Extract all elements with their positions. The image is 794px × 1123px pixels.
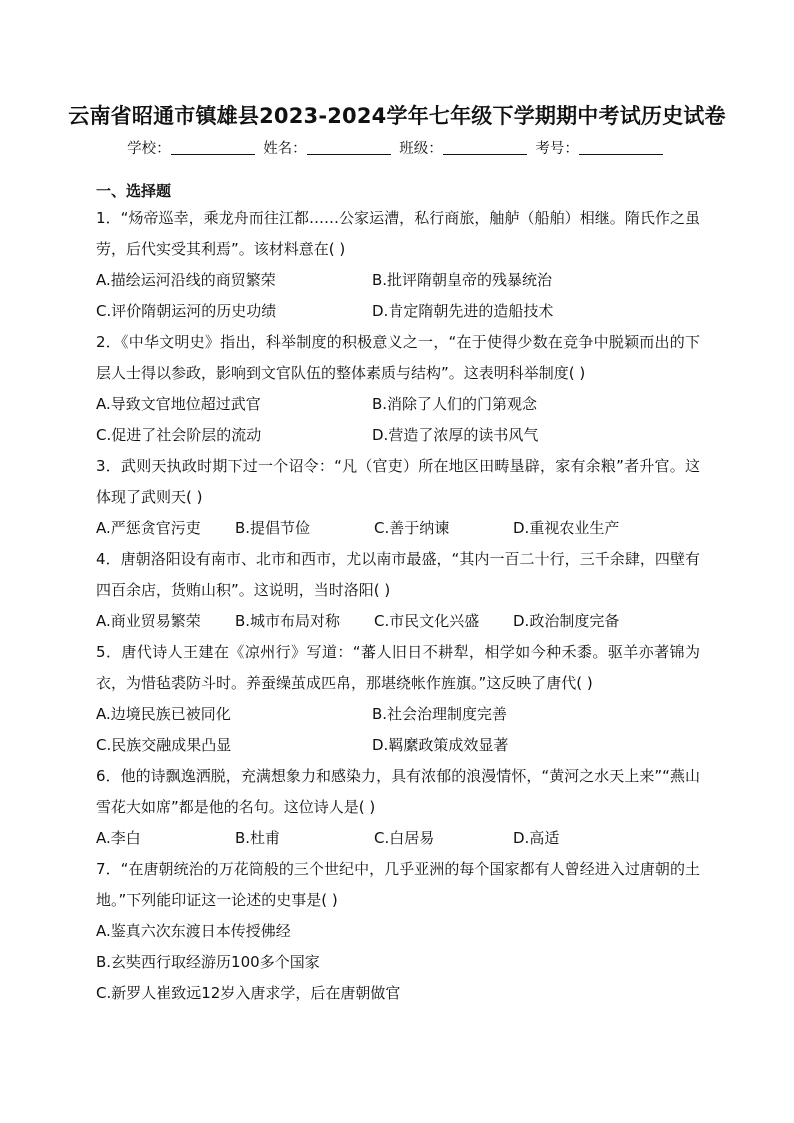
options-row	[96, 823, 700, 854]
option-d[interactable]: D.营造了浓厚的读书风气	[372, 426, 539, 444]
question-5	[96, 637, 700, 761]
options-row	[96, 420, 700, 451]
option-d[interactable]: D.政治制度完备	[513, 612, 620, 630]
question-stem: 3．武则天执政时期下过一个诏令：“凡（官吏）所在地区田畴垦辟，家有余粮”者升官。这体现了武则天( )	[96, 457, 700, 506]
student-info-line	[0, 137, 794, 158]
option-c[interactable]: C.善于纳谏	[374, 519, 450, 537]
option-c[interactable]: C.评价隋朝运河的历史功绩	[96, 302, 277, 320]
option-b[interactable]: B.批评隋朝皇帝的残暴统治	[372, 271, 553, 289]
option-a[interactable]: A.导致文官地位超过武官	[96, 395, 261, 413]
question-stem: 4．唐朝洛阳设有南市、北市和西市，尤以南市最盛，“其内一百二十行，三千余肆，四壁有四百余店，货贿山积”。这说明，当时洛阳( )	[96, 550, 700, 599]
option-a[interactable]: A.鉴真六次东渡日本传授佛经	[96, 922, 291, 940]
question-stem: 6．他的诗飘逸洒脱，充满想象力和感染力，具有浓郁的浪漫情怀，“黄河之水天上来”“燕山雪花大如席”都是他的名句。这位诗人是( )	[96, 767, 700, 816]
number-blank[interactable]	[579, 140, 663, 155]
class-label: 班级：	[399, 141, 443, 157]
class-blank[interactable]	[443, 140, 527, 155]
option-d[interactable]: D.重视农业生产	[513, 519, 620, 537]
question-2	[96, 327, 700, 451]
section-title: 一、选择题	[96, 182, 172, 200]
option-a[interactable]: A.严惩贪官污吏	[96, 519, 201, 537]
option-a[interactable]: A.商业贸易繁荣	[96, 612, 201, 630]
question-stem: 5．唐代诗人王建在《凉州行》写道：“蕃人旧日不耕犁，相学如今种禾黍。驱羊亦著锦为衣，为惜毡裘防斗时。养蚕缲茧成匹帛，那堪绕帐作旌旗。”这反映了唐代( )	[96, 643, 700, 692]
name-label: 姓名：	[263, 141, 307, 157]
option-c[interactable]: C.市民文化兴盛	[374, 612, 480, 630]
options-row	[96, 265, 700, 296]
option-a[interactable]: A.边境民族已被同化	[96, 705, 231, 723]
options-row	[96, 730, 700, 761]
option-b[interactable]: B.城市布局对称	[235, 612, 341, 630]
name-blank[interactable]	[307, 140, 391, 155]
options-row	[96, 389, 700, 420]
options-row	[96, 513, 700, 544]
option-b[interactable]: B.社会治理制度完善	[372, 705, 508, 723]
exam-title: 云南省昭通市镇雄县2023-2024学年七年级下学期期中考试历史试卷	[68, 104, 726, 128]
option-d[interactable]: D.肯定隋朝先进的造船技术	[372, 302, 554, 320]
option-c[interactable]: C.促进了社会阶层的流动	[96, 426, 262, 444]
question-1	[96, 203, 700, 327]
question-3	[96, 451, 700, 544]
option-b[interactable]: B.提倡节俭	[235, 519, 311, 537]
option-b[interactable]: B.玄奘西行取经游历100多个国家	[96, 953, 320, 971]
options-row	[96, 699, 700, 730]
option-c[interactable]: C.新罗人崔致远12岁入唐求学，后在唐朝做官	[96, 984, 401, 1002]
questions-list	[96, 203, 700, 1009]
option-c[interactable]: C.民族交融成果凸显	[96, 736, 232, 754]
question-stem: 7．“在唐朝统治的万花筒般的三个世纪中，几乎亚洲的每个国家都有人曾经进入过唐朝的土地。”下列能印证这一论述的史事是( )	[96, 860, 700, 909]
options-row	[96, 296, 700, 327]
question-4	[96, 544, 700, 637]
option-a[interactable]: A.李白	[96, 829, 141, 847]
question-stem: 1．“炀帝巡幸，乘龙舟而往江都……公家运漕，私行商旅，舳舻（船舶）相继。隋氏作之虽劳，后代实受其利焉”。该材料意在( )	[96, 209, 700, 258]
option-b[interactable]: B.杜甫	[235, 829, 281, 847]
option-b[interactable]: B.消除了人们的门第观念	[372, 395, 538, 413]
question-6	[96, 761, 700, 854]
option-c[interactable]: C.白居易	[374, 829, 435, 847]
school-blank[interactable]	[171, 140, 255, 155]
option-a[interactable]: A.描绘运河沿线的商贸繁荣	[96, 271, 276, 289]
question-stem: 2．《中华文明史》指出，科举制度的积极意义之一，“在于使得少数在竞争中脱颖而出的下层人士得以参政，影响到文官队伍的整体素质与结构”。这表明科举制度( )	[96, 333, 700, 382]
school-label: 学校：	[127, 141, 171, 157]
number-label: 考号：	[535, 141, 579, 157]
option-d[interactable]: D.羁縻政策成效显著	[372, 736, 509, 754]
options-row	[96, 606, 700, 637]
option-d[interactable]: D.高适	[513, 829, 560, 847]
question-7	[96, 854, 700, 1009]
